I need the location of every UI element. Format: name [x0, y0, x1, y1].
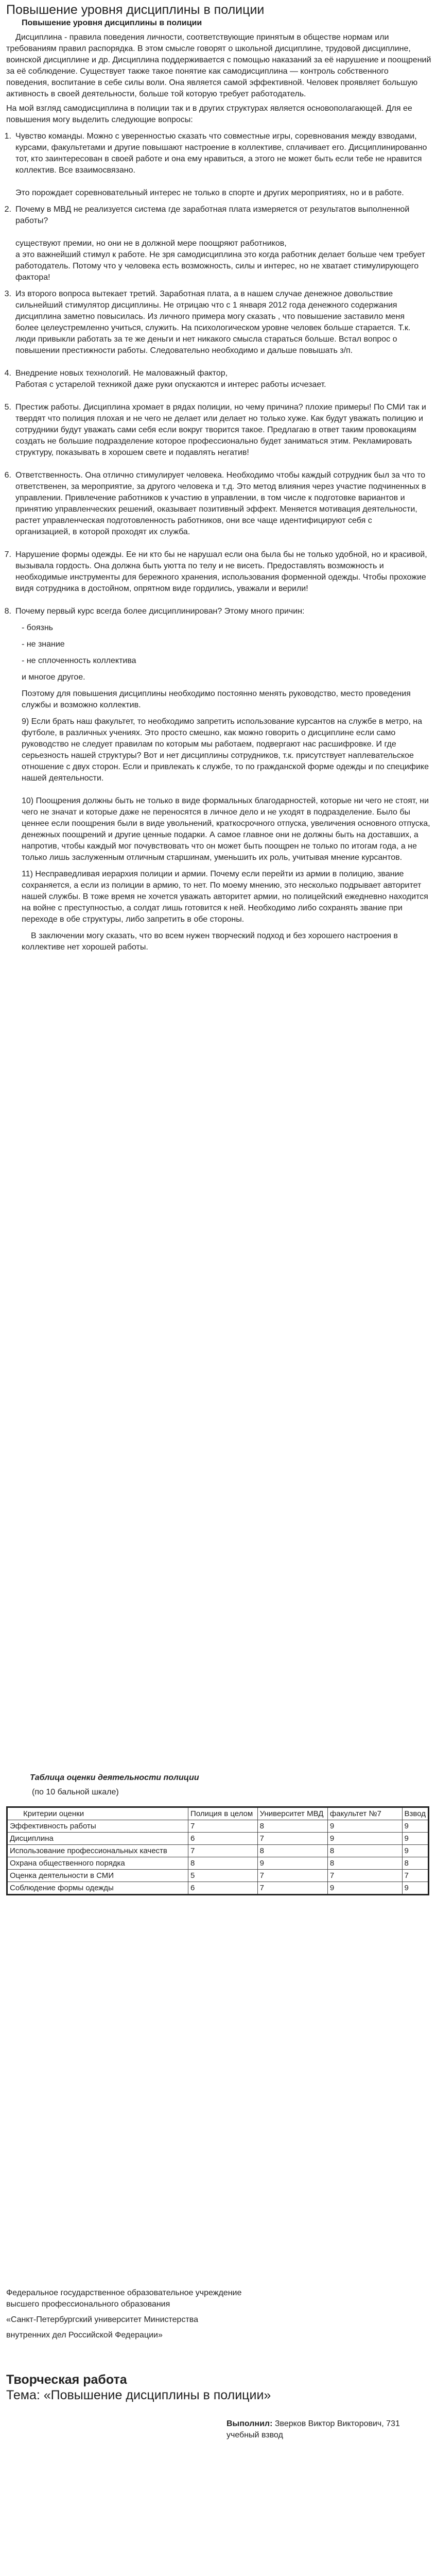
intro-paragraph: На мой взгляд самодисциплина в полиции так и в других структурах является основополагающей. Для ее повышения могу выделить следующие вопросы:	[6, 104, 412, 124]
org-line: внутренних дел Российской Федерации»	[6, 2331, 163, 2340]
point-11: 11) Несправедливая иерархия полиции и армии. Почему если перейти из армии в полицию, звание сохраняется, а если из полиции в армию, то нет. По моему мнению, это несколько подрывает авторитет нашей службы. В тоже время не хочется уважать авторитет армии, но полицейский ежедневно находится на войне с преступностью, а солдат лишь готовится к ней. Необходимо либо сохранять звание при переходе в обе структуры, либо запретить в обе стороны.	[22, 870, 428, 924]
list-item-text: Почему в МВД не реализуется система где заработная плата измеряется от результатов выполненной работы?	[15, 205, 410, 225]
list-item	[0, 131, 436, 199]
list-item-text: а это важнейший стимул к работе. Не зря самодисциплина это когда работник делает больше чем требует работодатель. Потому что у человека есть возможность, силы и интерес, но не хватает стимулирующего фактора!	[15, 250, 425, 282]
reason-item: - не знание	[22, 640, 65, 649]
table-row	[7, 1857, 429, 1870]
list-item-text: Работая с устарелой техникой даже руки опускаются и интерес работы исчезает.	[15, 380, 326, 389]
author-name: Зверков Виктор Викторович, 731 учебный взвод	[226, 2419, 400, 2439]
table-cell: 7	[257, 1833, 327, 1845]
table-cell: Оценка деятельности в СМИ	[7, 1870, 188, 1882]
list-item-text: Внедрение новых технологий. Не маловажный фактор,	[15, 369, 228, 378]
reason-item: - не сплоченность коллектива	[22, 656, 136, 665]
table-cell: 7	[327, 1870, 402, 1882]
list-item-number: 4.	[4, 369, 11, 378]
table-cell: 8	[188, 1857, 258, 1870]
list-item-text: Из второго вопроса вытекает третий. Заработная плата, а в нашем случае денежное довольствие сильнейший стимулятор дисциплины. Не отрицаю что с 1 января 2012 года денежного содержания дисциплина заметно повысилась. Из личного примера могу сказать , что повышение заставило меня более целеустремленно учиться, служить. На психологическом уровне человек больше старается. Т.к. люди привыкли работать за те же деньги и нет никакого смысла стараться больше. Встал вопрос о повышении престижности работы. Следовательно необходимо и дальше повышать з/п.	[15, 290, 411, 355]
table-cell: 9	[402, 1882, 428, 1895]
table-cell: 9	[327, 1882, 402, 1895]
work-type: Творческая работа	[6, 2372, 127, 2387]
work-topic: Тема: «Повышение дисциплины в полиции»	[6, 2388, 271, 2402]
table-cell: Эффективность работы	[7, 1820, 188, 1833]
org-line: «Санкт-Петербургский университет Министерства	[6, 2315, 198, 2324]
essay-subtitle: Повышение уровня дисциплины в полиции	[22, 19, 202, 27]
table-header-row	[7, 1807, 429, 1820]
list-item	[0, 606, 436, 617]
list-item	[0, 470, 436, 538]
table-row	[7, 1882, 429, 1895]
table-cell: Использование профессиональных качеств	[7, 1845, 188, 1857]
reason-item: - боязнь	[22, 623, 54, 632]
table-cell: 9	[257, 1857, 327, 1870]
reasons-list	[0, 622, 436, 683]
table-cell: 9	[327, 1820, 402, 1833]
table-cell: 8	[327, 1857, 402, 1870]
list-item	[0, 204, 436, 283]
org-line: Федеральное государственное образовательное учреждение	[6, 2289, 242, 2297]
table-cell: 8	[257, 1820, 327, 1833]
table-header-cell: Взвод	[402, 1807, 428, 1820]
table-cell: 8	[402, 1857, 428, 1870]
list-item-number: 1.	[4, 132, 11, 141]
conclusion: В заключении могу сказать, что во всем нужен творческий подход и без хорошего настроения в коллективе нет хорошей работы.	[22, 931, 398, 952]
org-line: высшего профессионального образования	[6, 2300, 170, 2309]
author-label: Выполнил:	[226, 2419, 273, 2428]
table-row	[7, 1845, 429, 1857]
author-line	[0, 2418, 436, 2441]
table-cell: Соблюдение формы одежды	[7, 1882, 188, 1895]
reason-item: и многое другое.	[22, 673, 85, 682]
evaluation-table-section	[0, 1772, 436, 1895]
table-cell: 7	[188, 1845, 258, 1857]
list-item-number: 2.	[4, 205, 11, 214]
organization-block	[0, 2287, 436, 2341]
list-item-number: 3.	[4, 290, 11, 298]
table-cell: 7	[402, 1870, 428, 1882]
point-9: 9) Если брать наш факультет, то необходимо запретить использование курсантов на службе в метро, на футболе, в различных учениях. Это просто смешно, как можно говорить о дисциплине если само руководство не следует правилам по которым мы работаем, подвергают нас расшифровке. И где серьезность нашей структуры? Вот и нет дисциплины сотрудников, т.к. присутствует наплевательское отношение с двух сторон. Если и привлекать к службе, то по гражданской форме одежды и по специфике нашей деятельности.	[22, 717, 429, 783]
table-header-cell: Критерии оценки	[7, 1807, 188, 1820]
table-subtitle: (по 10 бальной шкале)	[32, 1788, 119, 1797]
table-row	[7, 1820, 429, 1833]
point-10: 10) Поощрения должны быть не только в виде формальных благодарностей, которые ни чего не стоят, ни чего не значат и которые даже не переносятся в личное дело и не уходят в подразделение. Было бы ценнее если поощрения были в виде увольнений, краткосрочного отпуска, увеличения основного отпуска, денежных поощрений и другие ценные подарки. А самое главное они не должны быть на доставших, а напротив, чтобы каждый мог почувствовать что он может быть поощрен не только по итогам года, а не только лишь заслуженным отличным старшинам, уменьшить их роль, учитывая мнение курсантов.	[22, 796, 430, 862]
table-header-cell: Полиция в целом	[188, 1807, 258, 1820]
table-cell: Дисциплина	[7, 1833, 188, 1845]
list-item-number: 6.	[4, 471, 11, 480]
list-item-text: Престиж работы. Дисциплина хромает в рядах полиции, но чему причина? плохие примеры! По СМИ так и твердят что полиция плохая и не чего не делает или делает но только хуже. Как будут уважать полицию и сотрудники будут уважать сами себя если вокруг творится такое. Предлагаю в ответ таким провокациям создать не большие подразделение которое профессионально будет заниматься этим. Рекламировать структуру, показывать в хорошем свете и подавлять негатив!	[15, 403, 426, 457]
table-cell: 5	[188, 1870, 258, 1882]
table-cell: 7	[257, 1882, 327, 1895]
list-item-text: Это порождает соревновательный интерес не только в спорте и других мероприятиях, но и в работе.	[15, 189, 404, 197]
table-cell: 9	[327, 1833, 402, 1845]
list-item-text: Почему первый курс всегда более дисциплинирован? Этому много причин:	[15, 607, 305, 616]
list-item-number: 7.	[4, 550, 11, 559]
table-cell: 7	[257, 1870, 327, 1882]
table-cell: 6	[188, 1833, 258, 1845]
table-cell: 8	[327, 1845, 402, 1857]
page-title: Повышение уровня дисциплины в полиции	[6, 3, 265, 17]
essay-body	[0, 18, 436, 953]
table-cell: 9	[402, 1820, 428, 1833]
list-item-text: существуют премии, но они не в должной мере поощряют работников,	[15, 239, 287, 248]
list-item-number: 5.	[4, 403, 11, 412]
table-row	[7, 1870, 429, 1882]
list-item-number: 8.	[4, 607, 11, 616]
work-title-block	[0, 2372, 436, 2441]
table-row	[7, 1833, 429, 1845]
intro-paragraph: Дисциплина - правила поведения личности, соответствующие принятым в обществе нормам или требованиям правил распорядка. В этом смысле говорят о школьной дисциплине, трудовой дисциплине, воинской дисциплине и др. Дисциплина поддерживается с помощью наказаний за её нарушение и поощрений за её соблюдение. Существует также такое понятие как самодисциплина — контроль собственного поведения, воспитание в себе силы воли. Она является самой эффективной. Человек проявляет большую активность в своей деятельности, больше той которую требует работодатель.	[6, 33, 431, 98]
list-item	[0, 549, 436, 595]
list-item-text: Ответственность. Она отлично стимулирует человека. Необходимо чтобы каждый сотрудник был за что то ответственен, за мероприятие, за другого человека и т.д. Это метод влияния через участие подчиненных в управлении. Привлечение работников к участию в управлении, в том числе к подготовке вариантов и принятию управленческих решений, оказывает позитивный эффект. Меняется мотивация деятельности, растет управленческая подготовленность работников, они все чаще идентифицируют себя с организацией, в которой проходят их служба.	[15, 471, 426, 536]
list-item	[0, 368, 436, 391]
list-item	[0, 289, 436, 357]
paragraph: Поэтому для повышения дисциплины необходимо постоянно менять руководство, место проведения службы и возможно коллектив.	[22, 689, 411, 709]
table-title: Таблица оценки деятельности полиции	[30, 1773, 199, 1782]
table-cell: 6	[188, 1882, 258, 1895]
table-cell: Охрана общественного порядка	[7, 1857, 188, 1870]
evaluation-table	[6, 1806, 429, 1895]
list-item	[0, 402, 436, 459]
table-cell: 9	[402, 1833, 428, 1845]
table-cell: 8	[257, 1845, 327, 1857]
table-cell: 7	[188, 1820, 258, 1833]
list-item-text: Нарушение формы одежды. Ее ни кто бы не нарушал если она была бы не только удобной, но и красивой, вызывала гордость. Она должна быть уютта по телу и не висеть. Предоставлять возможность и необходимые инструменты для бережного хранения, использования форменной одежды. Чтобы прохожие видя сотрудника в достойном, опрятном виде гордились, уважали и верили!	[15, 550, 427, 593]
table-header-cell: факультет №7	[327, 1807, 402, 1820]
table-header-cell: Университет МВД	[257, 1807, 327, 1820]
list-item-text: Чувство команды. Можно с уверенностью сказать что совместные игры, соревнования между взводами, курсами, факультетами и другие повышают настроение в коллективе, сплачивает его. Дисциплинированно тот, кто заинтересован в своей работе и она ему нравиться, а этого не может быть если тебе не нравится коллектив. Все взаимосвязано.	[15, 132, 427, 175]
table-cell: 9	[402, 1845, 428, 1857]
